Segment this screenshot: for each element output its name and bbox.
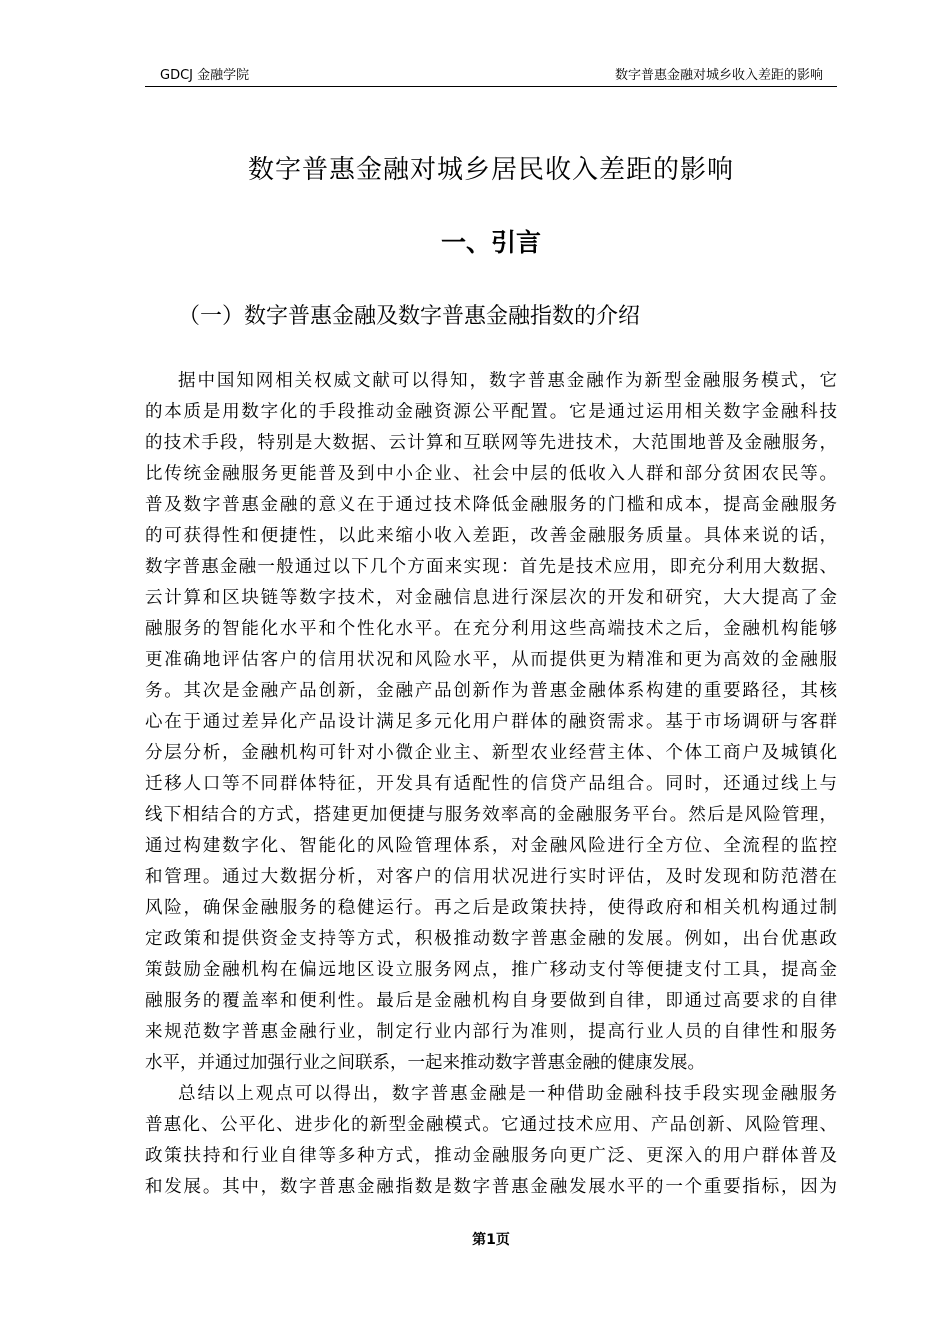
paragraph xyxy=(145,1079,837,1203)
header-institution: GDCJ 金融学院 xyxy=(160,68,250,83)
paragraph-line: 定政策和提供资金支持等方式，积极推动数字普惠金融的发展。例如，出台优惠政 xyxy=(145,929,837,949)
paragraph xyxy=(145,366,837,1079)
running-header xyxy=(145,66,837,87)
paragraph-line: 迁移人口等不同群体特征，开发具有适配性的信贷产品组合。同时，还通过线上与 xyxy=(145,774,837,794)
paragraph-line: 通过构建数字化、智能化的风险管理体系，对金融风险进行全方位、全流程的监控 xyxy=(145,836,837,856)
paragraph-line: 来规范数字普惠金融行业，制定行业内部行为准则，提高行业人员的自律性和服务 xyxy=(145,1022,837,1042)
paragraph-line: 风险，确保金融服务的稳健运行。再之后是政策扶持，使得政府和相关机构通过制 xyxy=(145,898,837,918)
paragraph-line: 线下相结合的方式，搭建更加便捷与服务效率高的金融服务平台。然后是风险管理， xyxy=(145,805,837,825)
paragraph-line: 的可获得性和便捷性，以此来缩小收入差距，改善金融服务质量。具体来说的话， xyxy=(145,526,837,546)
paragraph-line: 的本质是用数字化的手段推动金融资源公平配置。它是通过运用相关数字金融科技 xyxy=(145,402,837,422)
header-short-title: 数字普惠金融对城乡收入差距的影响 xyxy=(614,68,823,83)
page-number: 第1页 xyxy=(472,1232,510,1248)
paragraph-line: 分层分析，金融机构可针对小微企业主、新型农业经营主体、个体工商户及城镇化 xyxy=(145,743,837,763)
paragraph-line: 融服务的智能化水平和个性化水平。在充分利用这些高端技术之后，金融机构能够 xyxy=(145,619,837,639)
paragraph-line: 融服务的覆盖率和便利性。最后是金融机构自身要做到自律，即通过高要求的自律 xyxy=(145,991,837,1011)
paragraph-line: 策鼓励金融机构在偏远地区设立服务网点，推广移动支付等便捷支付工具，提高金 xyxy=(145,960,837,980)
section-heading: 一、引言 xyxy=(440,228,541,257)
paragraph-line: 数字普惠金融一般通过以下几个方面来实现：首先是技术应用，即充分利用大数据、 xyxy=(145,557,837,577)
paragraph-line: 和发展。其中，数字普惠金融指数是数字普惠金融发展水平的一个重要指标，因为 xyxy=(145,1177,837,1197)
paragraph-line: 据中国知网相关权威文献可以得知，数字普惠金融作为新型金融服务模式，它 xyxy=(178,371,837,391)
paragraph-line: 云计算和区块链等数字技术，对金融信息进行深层次的开发和研究，大大提高了金 xyxy=(145,588,837,608)
paragraph-line: 心在于通过差异化产品设计满足多元化用户群体的融资需求。基于市场调研与客群 xyxy=(145,712,837,732)
body-text xyxy=(145,366,837,1203)
paragraph-line: 和管理。通过大数据分析，对客户的信用状况进行实时评估，及时发现和防范潜在 xyxy=(145,867,837,887)
paragraph-line: 水平，并通过加强行业之间联系，一起来推动数字普惠金融的健康发展。 xyxy=(145,1053,705,1073)
paragraph-line: 的技术手段，特别是大数据、云计算和互联网等先进技术，大范围地普及金融服务， xyxy=(145,433,837,453)
paragraph-line: 更准确地评估客户的信用状况和风险水平，从而提供更为精准和更为高效的金融服 xyxy=(145,650,837,670)
subsection-heading: （一）数字普惠金融及数字普惠金融指数的介绍 xyxy=(178,304,641,329)
paragraph-line: 政策扶持和行业自律等多种方式，推动金融服务向更广泛、更深入的用户群体普及 xyxy=(145,1146,837,1166)
paragraph-line: 比传统金融服务更能普及到中小企业、社会中层的低收入人群和部分贫困农民等。 xyxy=(145,464,837,484)
paragraph-line: 普及数字普惠金融的意义在于通过技术降低金融服务的门槛和成本，提高金融服务 xyxy=(145,495,837,515)
paragraph-line: 普惠化、公平化、进步化的新型金融模式。它通过技术应用、产品创新、风险管理、 xyxy=(145,1115,837,1135)
paragraph-line: 总结以上观点可以得出，数字普惠金融是一种借助金融科技手段实现金融服务 xyxy=(178,1084,837,1104)
paragraph-line: 务。其次是金融产品创新，金融产品创新作为普惠金融体系构建的重要路径，其核 xyxy=(145,681,837,701)
document-title: 数字普惠金融对城乡居民收入差距的影响 xyxy=(247,155,734,185)
